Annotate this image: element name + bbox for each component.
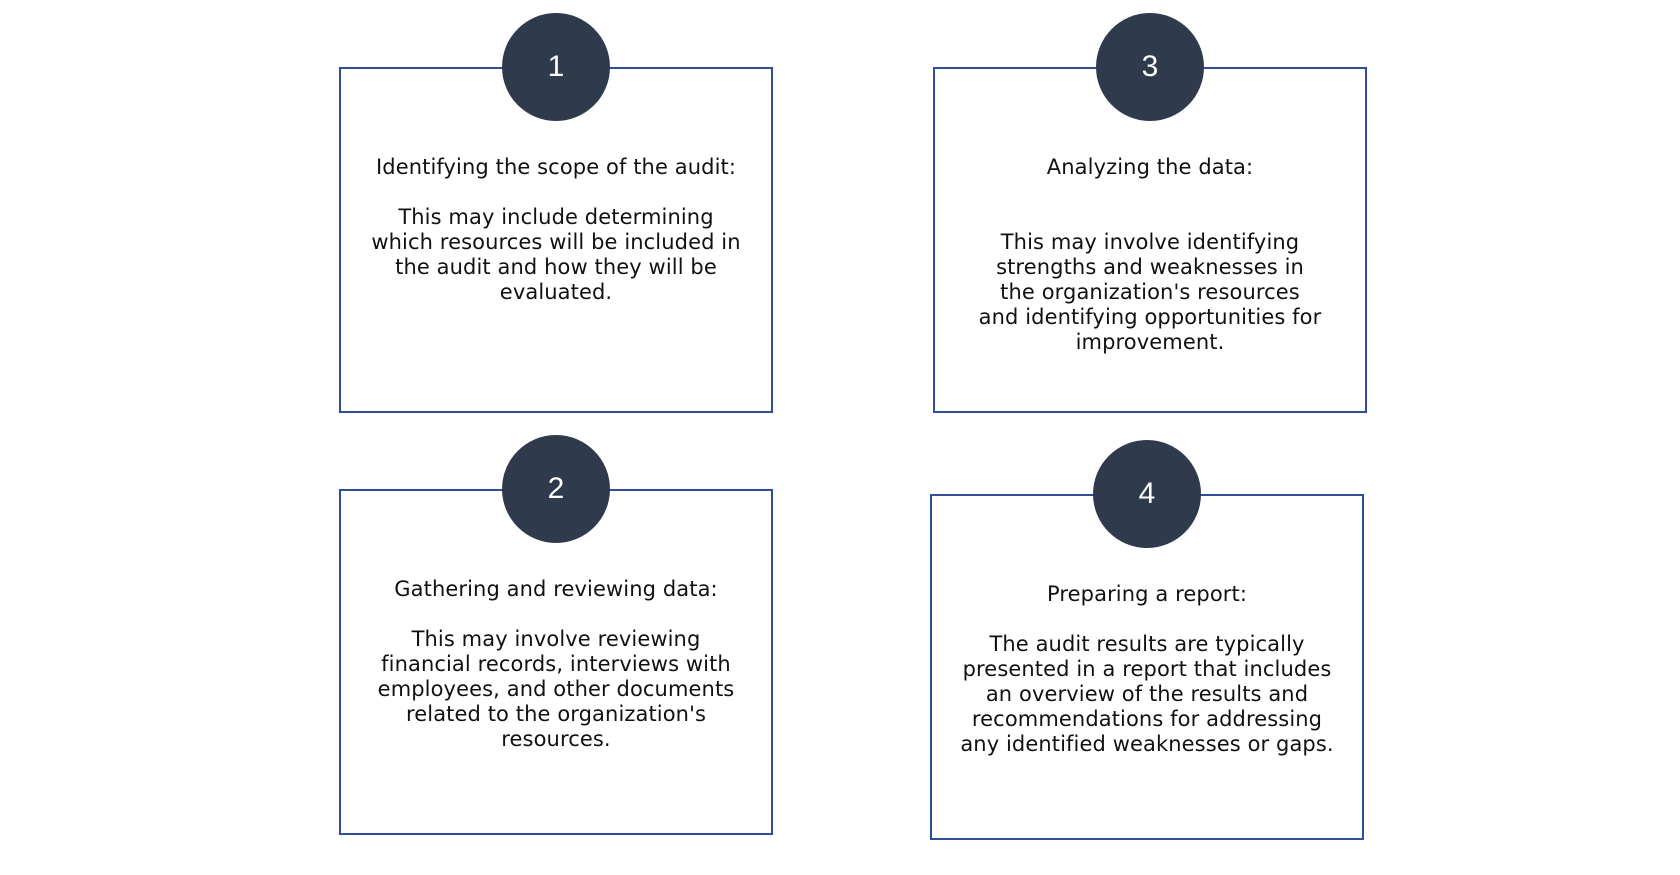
step-description-4: The audit results are typically presented in a report that includes an overview of the results and recommendations for addressing any identified weaknesses or gaps. <box>960 632 1334 756</box>
step-text-1 <box>365 155 747 305</box>
step-text-3 <box>959 155 1341 355</box>
step-number-badge-2: 2 <box>502 435 610 543</box>
step-heading-3: Analyzing the data: <box>1046 155 1254 179</box>
step-description-2: This may involve reviewing financial records, interviews with employees, and other documents related to the organization's resources. <box>377 627 735 751</box>
step-number-badge-4: 4 <box>1093 440 1201 548</box>
step-number-badge-1: 1 <box>502 13 610 121</box>
step-text-2 <box>365 577 747 752</box>
step-description-1: This may include determining which resources will be included in the audit and how they will be evaluated. <box>371 205 741 304</box>
step-heading-2: Gathering and reviewing data: <box>394 577 718 601</box>
step-heading-4: Preparing a report: <box>1046 582 1248 606</box>
step-description-3: This may involve identifying strengths and weaknesses in the organization's resources and identifying opportunities for improvement. <box>978 230 1322 354</box>
step-number-badge-3: 3 <box>1096 13 1204 121</box>
step-heading-1: Identifying the scope of the audit: <box>375 155 737 179</box>
step-text-4 <box>956 582 1338 757</box>
